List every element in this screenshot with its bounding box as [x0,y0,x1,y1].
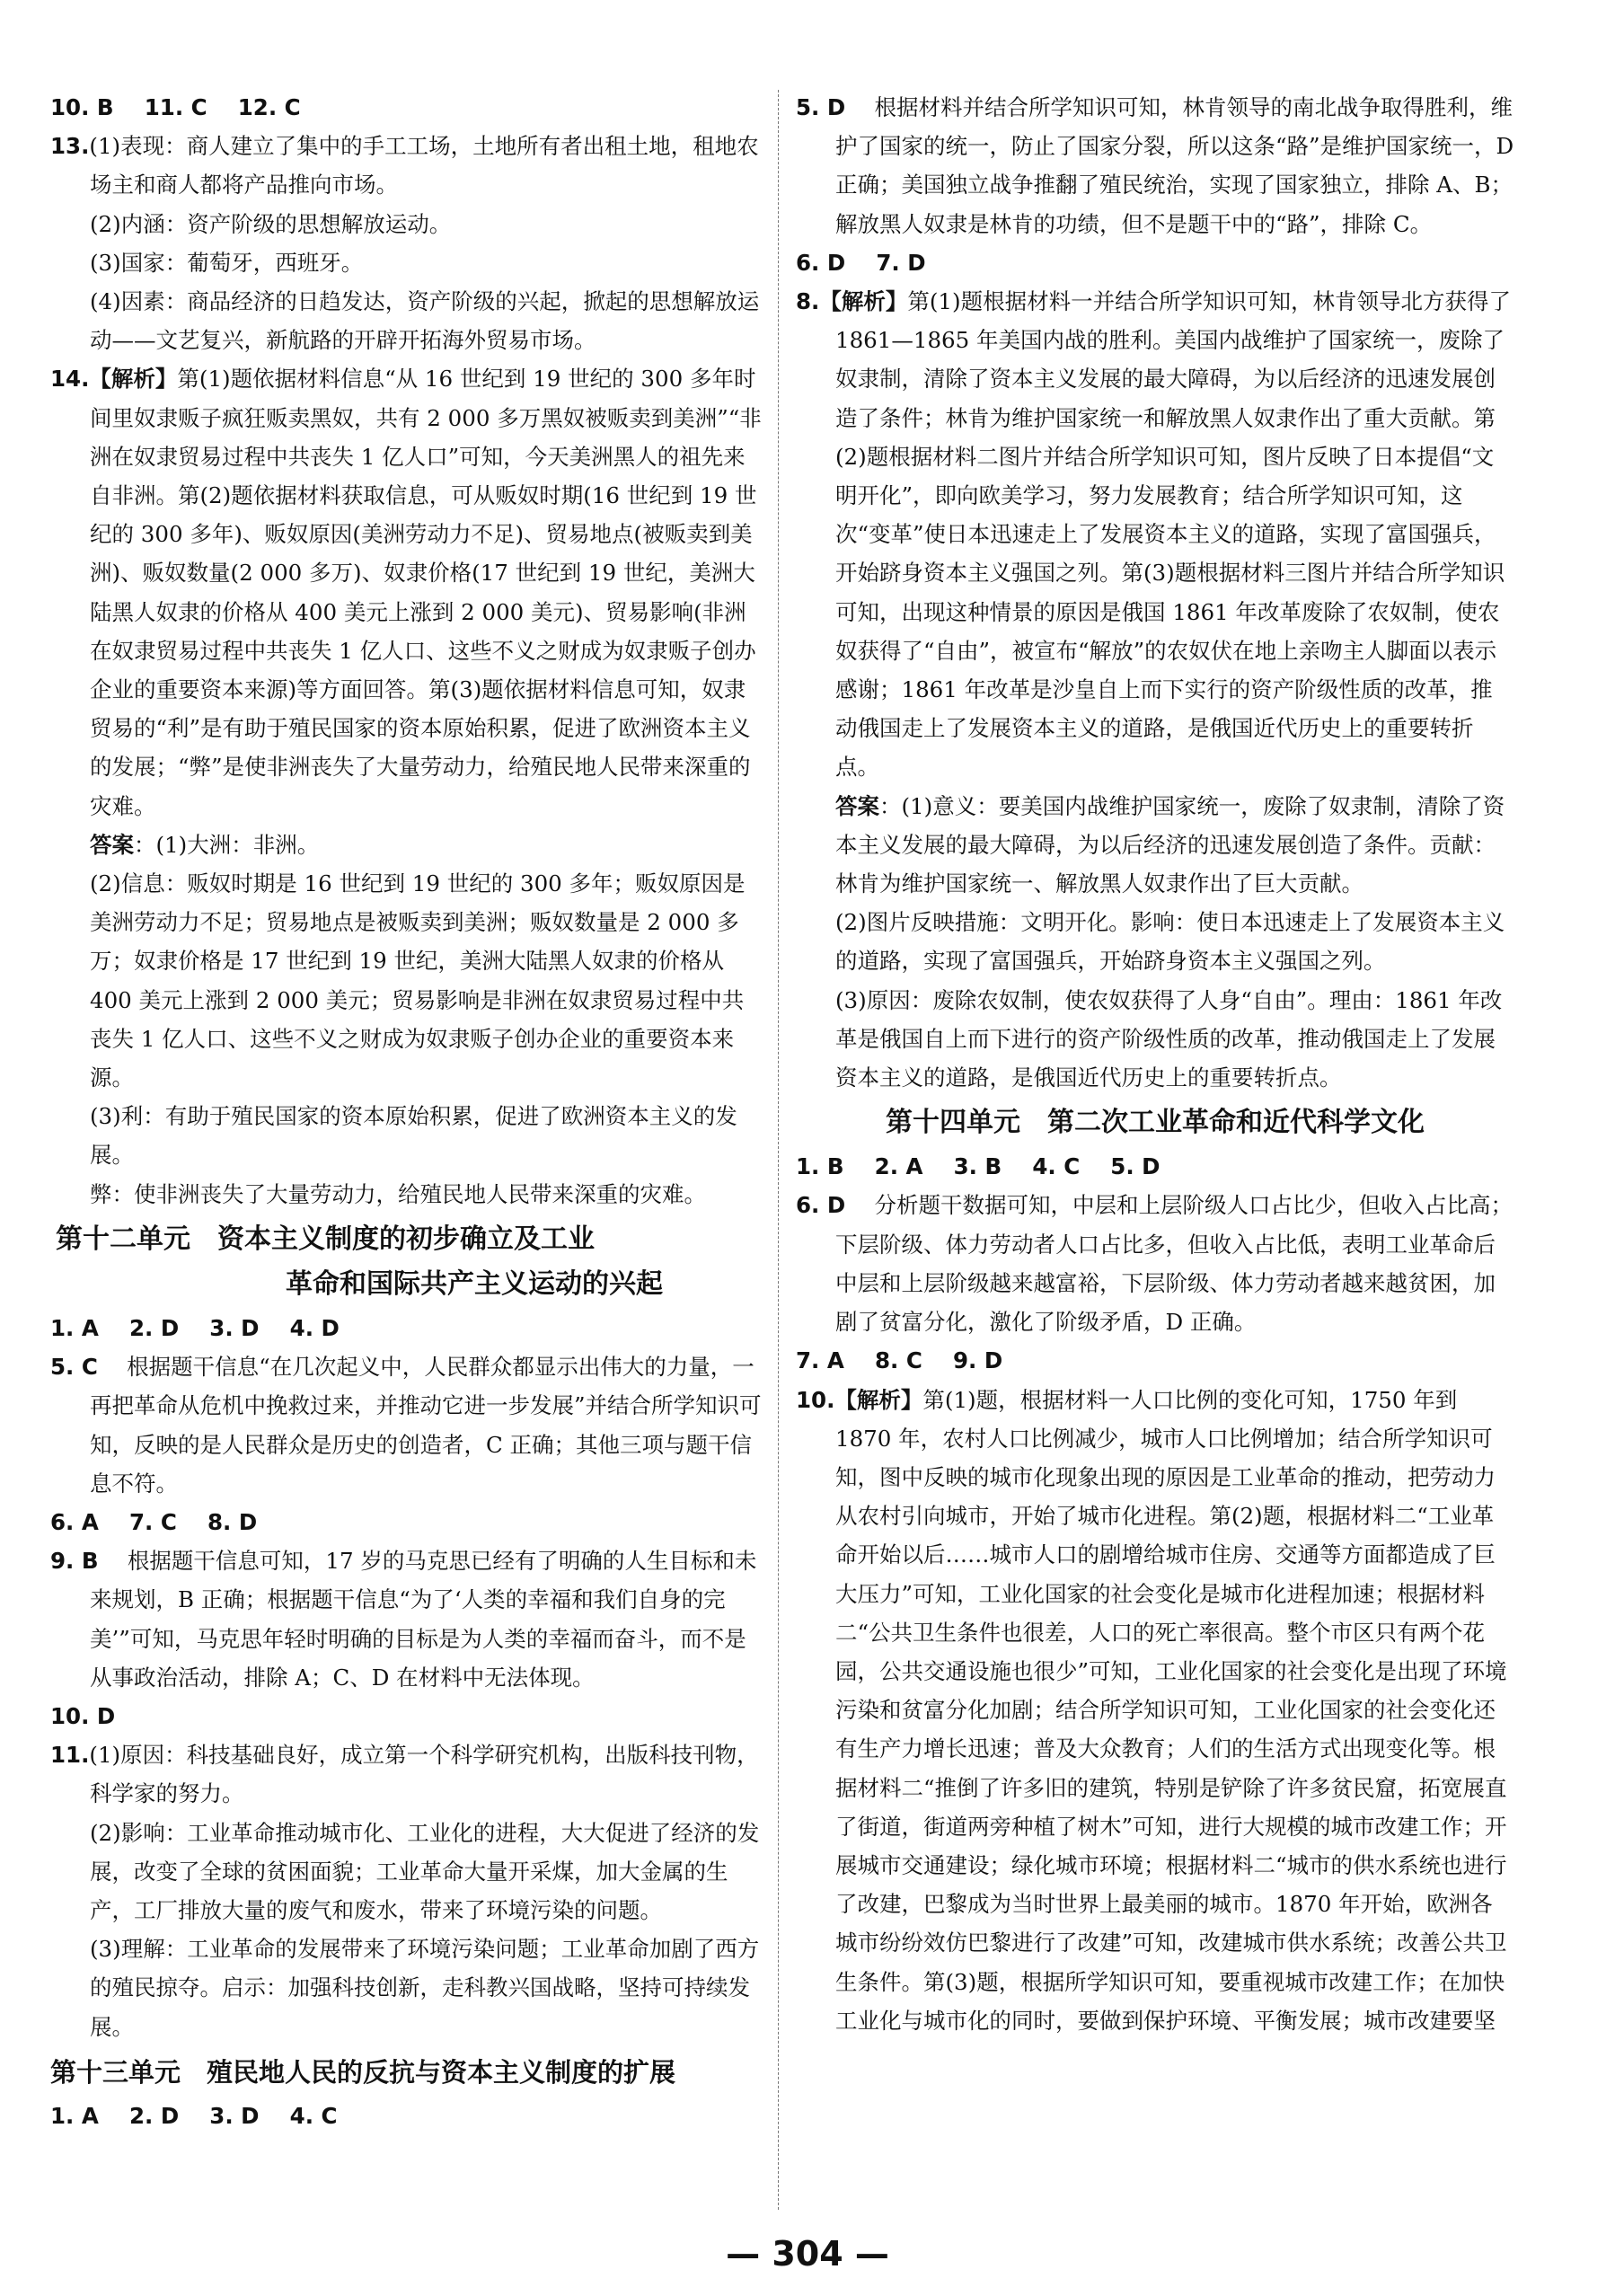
u14-q6-text: 分析题干数据可知，中层和上层阶级人口占比少，但收入占比高；下层阶级、体力劳动者人口占比多，但收入占比低，表明工业革命后中层和上层阶级越来越富裕，下层阶级、体力劳动者越来越贫困，加剧了贫富分化，激化了阶级矛盾，D 正确。 [835,1192,1514,1336]
u12-question-9 [50,1541,763,1697]
u12-q11-part2: (2)影响：工业革命推动城市化、工业化的进程，大大促进了经济的发展，改变了全球的贫困面貌；工业革命大量开采煤，加大金属的生产，工厂排放大量的废气和废水，带来了环境污染的问题。 [90,1819,760,1923]
q8-analysis: 第(1)题根据材料一并结合所学知识可知，林肯领导北方获得了 1861—1865 年美国内战的胜利。美国内战维护了国家统一，废除了奴隶制，清除了资本主义发展的最大障碍，为以后经济的迅速发展创造了条件；林肯为维护国家统一和解放黑人奴隶作出了重大贡献。第(2)题根据材料二图片并结合所学知识可知，图片反映了日本提倡“文明开化”，即向欧美学习，努力发展教育；结合所学知识可知，这次“变革”使日本迅速走上了发展资本主义的道路，实现了富国强兵，开始跻身资本主义强国之列。第(3)题根据材料三图片并结合所学知识可知，出现这种情景的原因是俄国 1861 年改革废除了农奴制，使农奴获得了“自由”，被宣布“解放”的农奴伏在地上亲吻主人脚面以表示感谢；1861 年改革是沙皇自上而下实行的资产阶级性质的改革，推动俄国走上了发展资本主义的道路，是俄国近代历史上的重要转折点。 [835,288,1512,781]
u12-answers-6-8: 6. A 7. C 8. D [50,1508,258,1535]
question-14 [50,359,763,1213]
question-number: 13. [50,133,90,160]
column-divider [778,90,779,2210]
question-13 [50,127,763,359]
u12-q9-text: 根据题干信息可知，17 岁的马克思已经有了明确的人生目标和未来规划，B 正确；根据题干信息“为了‘人类的幸福和我们自身的完美’”可知，马克思年轻时明确的目标是为人类的幸福而奋斗，而不是从事政治活动，排除 A；C、D 在材料中无法体现。 [90,1548,757,1691]
page-number: — 304 — [726,2234,889,2274]
u12-question-11 [50,1735,763,2046]
analysis-tag: 【解析】 [89,366,178,393]
unit-12-heading [50,1217,763,1307]
u12-q11-part3: (3)理解：工业革命的发展带来了环境污染问题；工业革命加剧了西方的殖民掠夺。启示：加强科技创新，走科教兴国战略，坚持可持续发展。 [90,1936,760,2040]
question-number: 5. D [796,94,846,120]
u14-answers-1-5: 1. B 2. A 3. B 4. C 5. D [796,1153,1161,1180]
question-number: 10. [796,1386,835,1413]
analysis-tag: 【解析】 [819,288,908,315]
question-number: 11. [50,1742,90,1769]
q14-answer-1: ：(1)大洲：非洲。 [134,831,320,858]
answers-10-12: 10. B 11. C 12. C [50,94,301,120]
question-8 [796,282,1514,1097]
left-column [50,88,763,2135]
right-column [796,88,1514,2040]
q8-answer-1: ：(1)意义：要美国内战维护国家统一，废除了奴隶制，清除了资本主义发展的最大障碍，为以后经济的迅速发展创造了条件。贡献：林肯为维护国家统一、解放黑人奴隶作出了巨大贡献。 [835,792,1505,897]
u14-answers-7-9: 7. A 8. C 9. D [796,1347,1003,1374]
q14-answer-4: 弊：使非洲丧失了大量劳动力，给殖民地人民带来深重的灾难。 [90,1180,706,1207]
u14-question-6 [796,1186,1514,1341]
question-number: 14. [50,366,90,393]
unit-13-heading: 第十三单元 殖民地人民的反抗与资本主义制度的扩展 [50,2056,676,2088]
q13-part3: (3)国家：葡萄牙，西班牙。 [90,249,364,276]
answer-tag: 答案 [90,831,134,858]
unit-12-line2: 革命和国际共产主义运动的兴起 [286,1267,663,1300]
u12-answer-10: 10. D [50,1702,116,1729]
question-number: 6. D [796,1192,846,1219]
q8-answer-2: (2)图片反映措施：文明开化。影响：使日本迅速走上了发展资本主义的道路，实现了富国强兵，开始跻身资本主义强国之列。 [835,909,1505,975]
unit-14-heading: 第十四单元 第二次工业革命和近代科学文化 [886,1107,1425,1139]
u12-q11-part1: (1)原因：科技基础良好，成立第一个科学研究机构，出版科技刊物，科学家的努力。 [89,1742,759,1807]
q5-text: 根据材料并结合所学知识可知，林肯领导的南北战争取得胜利，维护了国家的统一，防止了国家分裂，所以这条“路”是维护国家统一，D 正确；美国独立战争推翻了殖民统治，实现了国家独立，排除 A、B；解放黑人奴隶是林肯的功绩，但不是题干中的“路”，排除 C。 [835,94,1514,237]
u13-answers-1-4: 1. A 2. D 3. D 4. C [50,2102,338,2129]
u12-q5-text: 根据题干信息“在几次起义中，人民群众都显示出伟大的力量，一再把革命从危机中挽救过来，并推动它进一步发展”并结合所学知识可知，反映的是人民群众是历史的创造者，C 正确；其他三项与题干信息不符。 [90,1354,762,1497]
answer-tag: 答案 [835,792,879,819]
u12-answers-1-4: 1. A 2. D 3. D 4. D [50,1314,340,1341]
q14-answer-2: (2)信息：贩奴时期是 16 世纪到 19 世纪的 300 多年；贩奴原因是美洲劳动力不足；贸易地点是被贩卖到美洲；贩奴数量是 2 000 多万；奴隶价格是 17 世纪到 19 世纪，美洲大陆黑人奴隶的价格从 400 美元上涨到 2 000 美元；贸易影响是非洲在奴隶贸易过程中共丧失 1 亿人口、这些不义之财成为奴隶贩子创办企业的重要资本来源。 [90,870,746,1091]
q14-answer-3: (3)利：有助于殖民国家的资本原始积累，促进了欧洲资本主义的发展。 [90,1103,737,1169]
q13-part1: (1)表现：商人建立了集中的手工工场，土地所有者出租土地，租地农场主和商人都将产品推向市场。 [89,133,759,199]
u14-q10-analysis: 第(1)题，根据材料一人口比例的变化可知，1750 年到 1870 年，农村人口比例减少，城市人口比例增加；结合所学知识可知，图中反映的城市化现象出现的原因是工业革命的推动，把劳动力从农村引向城市，开始了城市化进程。第(2)题，根据材料二“工业革命开始以后……城市人口的剧增给城市住房、交通等方面都造成了巨大压力”可知，工业化国家的社会变化是城市化进程加速；根据材料二“公共卫生条件也很差，人口的死亡率很高。整个市区只有两个花园，公共交通设施也很少”可知，工业化国家的社会变化是出现了环境污染和贫富分化加剧；结合所学知识可知，工业化国家的社会变化还有生产力增长迅速；普及大众教育；人们的生活方式出现变化等。根据材料二“推倒了许多旧的建筑，特别是铲除了许多贫民窟，拓宽展直了街道，街道两旁种植了树木”可知，进行大规模的城市改建工作；开展城市交通建设；绿化城市环境；根据材料二“城市的供水系统也进行了改建，巴黎成为当时世界上最美丽的城市。1870 年开始，欧洲各城市纷纷效仿巴黎进行了改建”可知，改建城市供水系统；改善公共卫生条件。第(3)题，根据所学知识可知，要重视城市改建工作；在加快工业化与城市化的同时，要做到保护环境、平衡发展；城市改建要坚 [835,1386,1507,2034]
q8-answer-3: (3)原因：废除农奴制，使农奴获得了人身“自由”。理由：1861 年改革是俄国自上而下进行的资产阶级性质的改革，推动俄国走上了发展资本主义的道路，是俄国近代历史上的重要转折点。 [835,986,1503,1091]
q14-analysis: 第(1)题依据材料信息“从 16 世纪到 19 世纪的 300 多年时间里奴隶贩子疯狂贩卖黑奴，共有 2 000 多万黑奴被贩卖到美洲”“非洲在奴隶贸易过程中共丧失 1 亿人口”可知，今天美洲黑人的祖先来自非洲。第(2)题依据材料获取信息，可从贩奴时期(16 世纪到 19 世纪的 300 多年)、贩奴原因(美洲劳动力不足)、贸易地点(被贩卖到美洲)、贩奴数量(2 000 多万)、奴隶价格(17 世纪到 19 世纪，美洲大陆黑人奴隶的价格从 400 美元上涨到 2 000 美元)、贸易影响(非洲在奴隶贸易过程中共丧失 1 亿人口、这些不义之财成为奴隶贩子创办企业的重要资本来源)等方面回答。第(3)题依据材料信息可知，奴隶贸易的“利”是有助于殖民国家的资本原始积累，促进了欧洲资本主义的发展；“弊”是使非洲丧失了大量劳动力，给殖民地人民带来深重的灾难。 [90,366,762,819]
question-number: 9. B [50,1548,99,1575]
analysis-tag: 【解析】 [834,1386,923,1413]
q13-part2: (2)内涵：资产阶级的思想解放运动。 [90,210,452,237]
question-5 [796,88,1514,243]
unit-12-line1: 第十二单元 资本主义制度的初步确立及工业 [56,1223,595,1255]
q13-part4: (4)因素：商品经济的日趋发达，资产阶级的兴起，掀起的思想解放运动——文艺复兴，新航路的开辟开拓海外贸易市场。 [90,288,760,354]
u14-question-10 [796,1381,1514,2040]
answers-6-7: 6. D 7. D [796,249,926,276]
question-number: 5. C [50,1354,98,1381]
question-number: 8. [796,288,820,315]
u12-question-5 [50,1347,763,1503]
